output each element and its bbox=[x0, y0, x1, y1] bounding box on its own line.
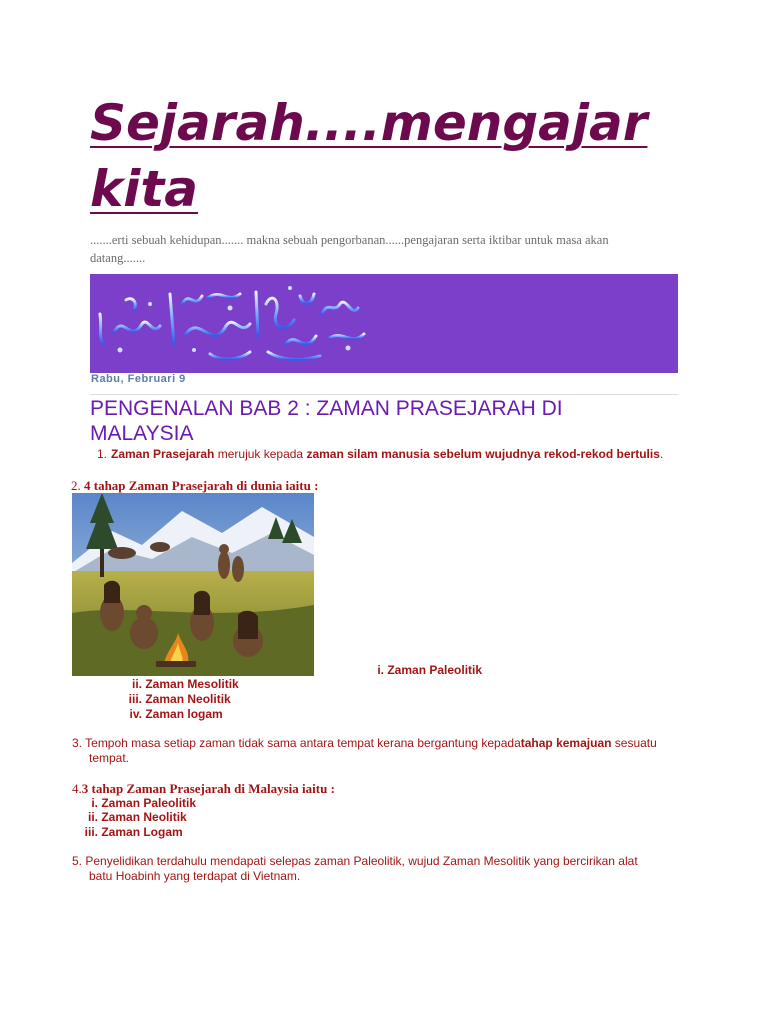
paragraph-1-end: . bbox=[659, 447, 664, 461]
calligraphy-banner-image bbox=[90, 274, 678, 373]
date-divider bbox=[90, 394, 678, 395]
paragraph-2 bbox=[71, 478, 318, 494]
paragraph-number: 1. bbox=[96, 447, 107, 461]
list-item: iii. Zaman Logam bbox=[84, 825, 183, 839]
paragraph-number: 2. bbox=[71, 478, 81, 493]
paragraph-1-mid: merujuk kepada bbox=[214, 447, 307, 461]
paragraph-number: 5. bbox=[72, 854, 83, 868]
prehistoric-scene-image bbox=[72, 493, 314, 676]
tagline-line-2: datang....... bbox=[90, 251, 146, 265]
paragraph-number: 4. bbox=[72, 781, 82, 796]
paragraph-1 bbox=[89, 446, 689, 462]
tahap-kemajuan: tahap kemajuan bbox=[520, 736, 612, 750]
paragraph-3: 3. Tempoh masa setiap zaman tidak sama antara tempat kerana bergantung kepadatahap kemajuan sesuatu tempat. bbox=[72, 736, 657, 765]
post-title[interactable] bbox=[90, 396, 670, 446]
list-item: ii. Zaman Mesolitik bbox=[131, 677, 239, 691]
list-item: i. Zaman Paleolitik bbox=[377, 663, 483, 677]
post-title-line-2: MALAYSIA bbox=[90, 422, 194, 445]
post-date: Rabu, Februari 9 bbox=[91, 373, 186, 385]
paragraph-4 bbox=[72, 781, 335, 797]
list-item: iv. Zaman logam bbox=[129, 707, 223, 721]
header-banner bbox=[90, 274, 678, 373]
term-prasejarah: Zaman Prasejarah bbox=[111, 447, 215, 461]
paragraph-number: 3. bbox=[72, 736, 83, 750]
blog-title[interactable]: Sejarah....mengajar kita bbox=[90, 94, 648, 218]
list-item: ii. Zaman Neolitik bbox=[87, 810, 187, 824]
list-item: iii. Zaman Neolitik bbox=[128, 692, 231, 706]
paragraph-2-text: 4 tahap Zaman Prasejarah di dunia iaitu : bbox=[84, 478, 319, 493]
list-item: i. Zaman Paleolitik bbox=[91, 796, 197, 810]
tagline-line-1: .......erti sebuah kehidupan....... makna sebuah pengorbanan......pengajaran serta iktibar untuk masa akan bbox=[90, 233, 609, 247]
paragraph-5: 5. Penyelidikan terdahulu mendapati selepas zaman Paleolitik, wujud Zaman Mesolitik yang bercirikan alat batu Hoabinh yang terdapat di Vietnam. bbox=[72, 854, 638, 883]
blog-tagline bbox=[90, 231, 690, 267]
paragraph-4-text: 3 tahap Zaman Prasejarah di Malaysia iaitu : bbox=[81, 781, 335, 796]
post-title-line-1: PENGENALAN BAB 2 : ZAMAN PRASEJARAH DI bbox=[90, 397, 563, 420]
definition-bold: zaman silam manusia sebelum wujudnya rekod-rekod bertulis bbox=[306, 447, 660, 461]
